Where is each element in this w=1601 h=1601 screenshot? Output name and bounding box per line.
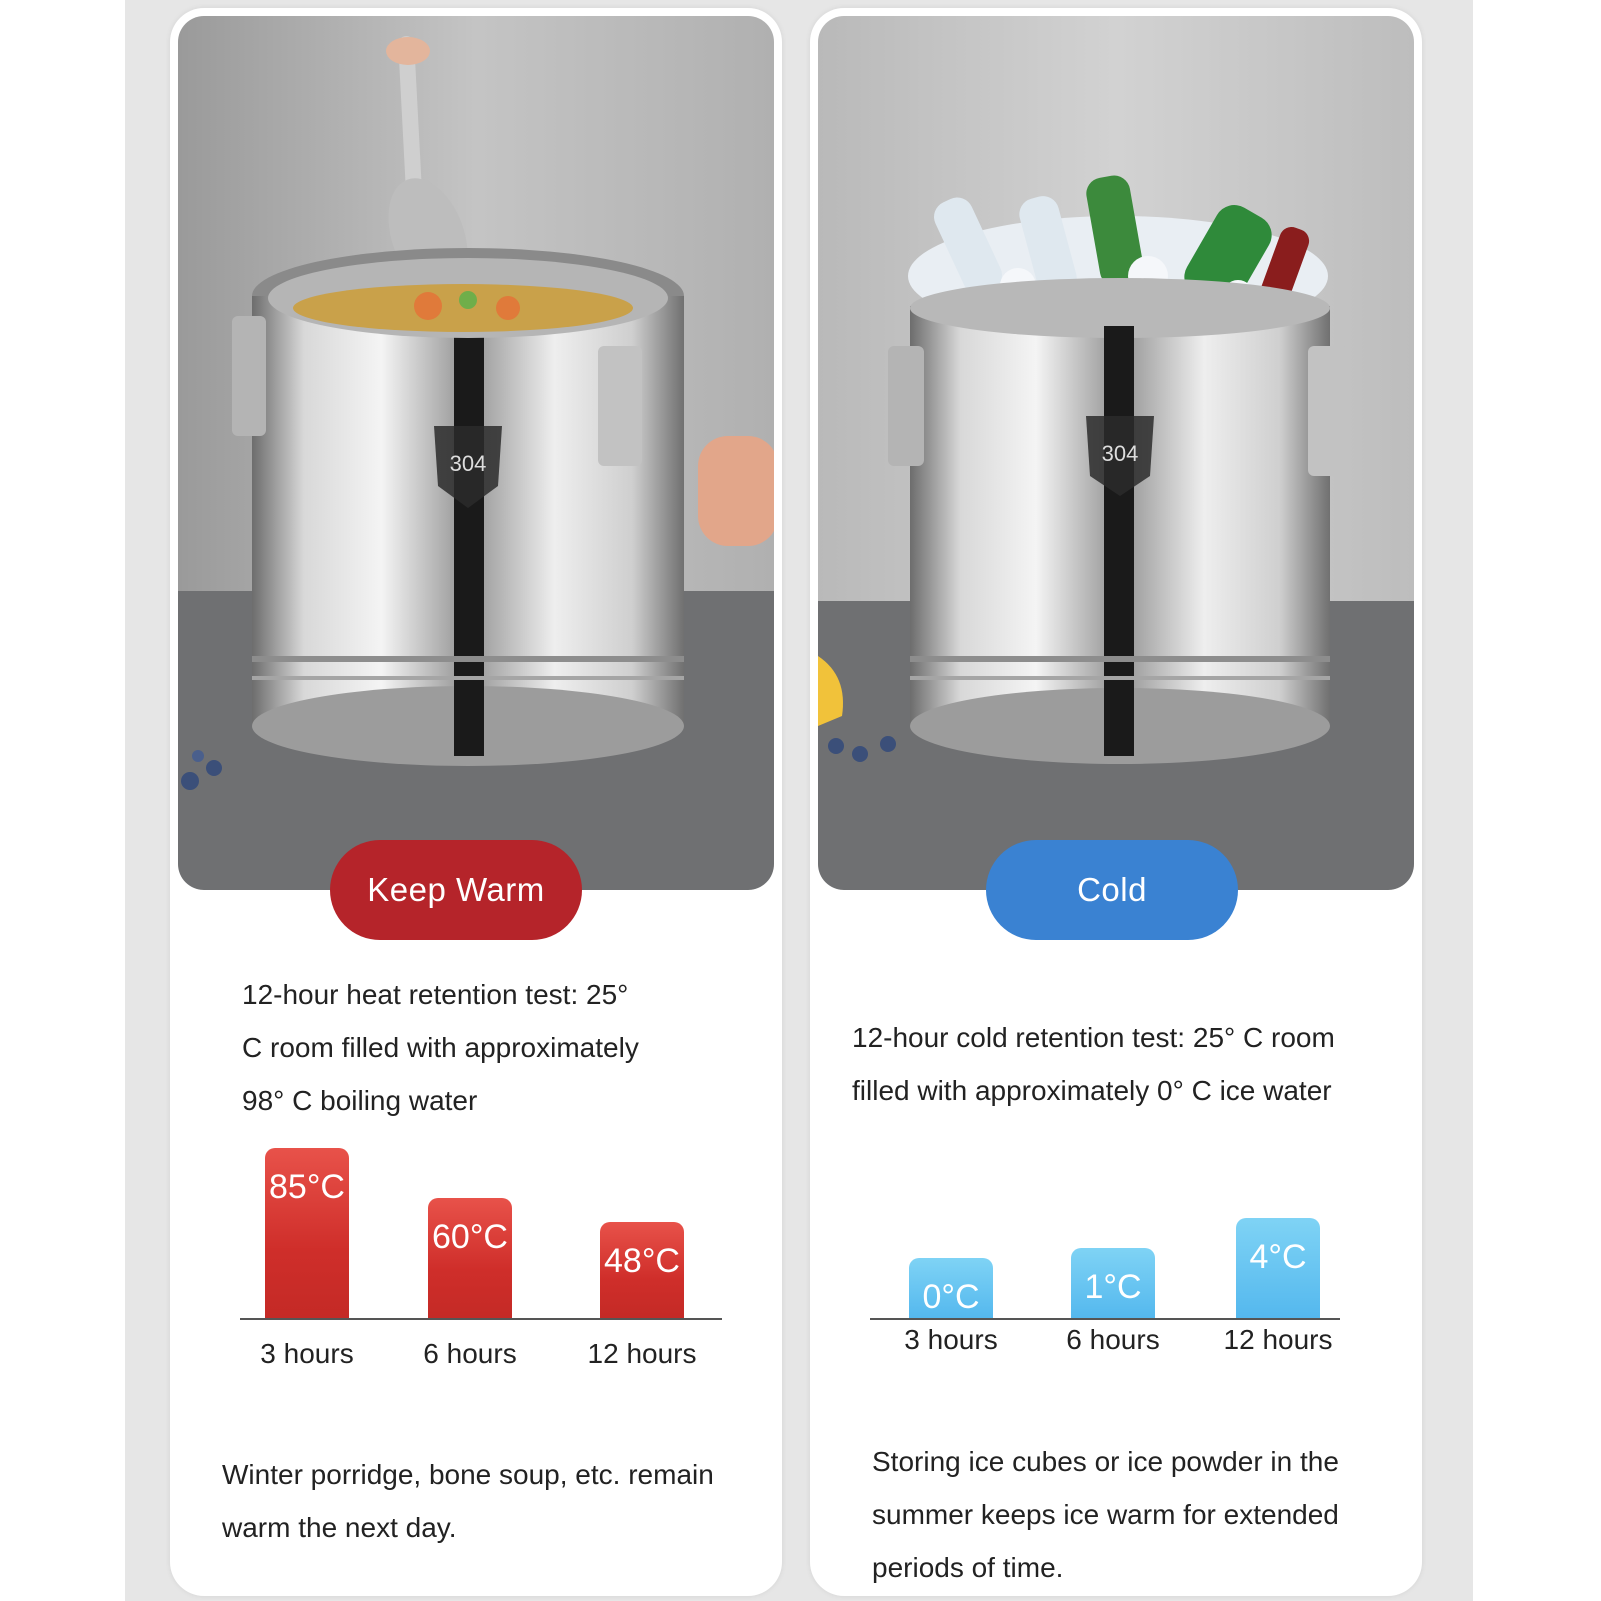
bar-value-label: 4°C bbox=[1249, 1238, 1307, 1276]
test-line: 12-hour heat retention test: 25° bbox=[242, 979, 629, 1010]
keep-warm-badge: Keep Warm bbox=[330, 840, 582, 940]
cold-retention-test-text bbox=[852, 1011, 1392, 1117]
chart-baseline bbox=[240, 1318, 722, 1320]
heat-retention-test-text bbox=[242, 968, 692, 1127]
bar-value-label: 85°C bbox=[269, 1168, 345, 1206]
cold-caption bbox=[872, 1435, 1402, 1594]
caption-line: Winter porridge, bone soup, etc. remain bbox=[222, 1459, 714, 1490]
bar-value-label: 48°C bbox=[604, 1242, 680, 1280]
x-axis-label: 3 hours bbox=[904, 1324, 998, 1355]
chart-bar bbox=[909, 1258, 993, 1318]
chart-bar bbox=[600, 1222, 684, 1318]
chart-baseline bbox=[870, 1318, 1340, 1320]
x-axis-label: 3 hours bbox=[260, 1338, 354, 1369]
bar-value-label: 60°C bbox=[432, 1218, 508, 1256]
test-line: 98° C boiling water bbox=[242, 1085, 478, 1116]
chart-bar bbox=[265, 1148, 349, 1318]
heat-retention-chart bbox=[230, 1128, 730, 1398]
x-axis-label: 6 hours bbox=[423, 1338, 517, 1369]
bar-value-label: 1°C bbox=[1084, 1268, 1142, 1306]
cold-retention-chart bbox=[870, 1188, 1370, 1398]
emblem-text: 304 bbox=[1101, 441, 1139, 466]
caption-line: summer keeps ice warm for extended bbox=[872, 1499, 1339, 1530]
cold-badge: Cold bbox=[986, 840, 1238, 940]
keep-warm-product-photo bbox=[178, 16, 774, 890]
caption-line: warm the next day. bbox=[222, 1512, 457, 1543]
x-axis-label: 6 hours bbox=[1066, 1324, 1160, 1355]
chart-bar bbox=[1236, 1218, 1320, 1318]
test-line: 12-hour cold retention test: 25° C room bbox=[852, 1022, 1335, 1053]
keep-warm-caption bbox=[222, 1448, 782, 1554]
cold-panel bbox=[810, 8, 1422, 1596]
cold-product-photo bbox=[818, 16, 1414, 890]
emblem-text: 304 bbox=[449, 451, 487, 476]
test-line: filled with approximately 0° C ice water bbox=[852, 1075, 1332, 1106]
chart-bar bbox=[428, 1198, 512, 1318]
caption-line: periods of time. bbox=[872, 1552, 1064, 1583]
chart-bar bbox=[1071, 1248, 1155, 1318]
caption-line: Storing ice cubes or ice powder in the bbox=[872, 1446, 1339, 1477]
x-axis-label: 12 hours bbox=[1223, 1324, 1333, 1355]
bar-value-label: 0°C bbox=[922, 1278, 980, 1316]
keep-warm-panel bbox=[170, 8, 782, 1596]
test-line: C room filled with approximately bbox=[242, 1032, 639, 1063]
x-axis-label: 12 hours bbox=[587, 1338, 697, 1369]
